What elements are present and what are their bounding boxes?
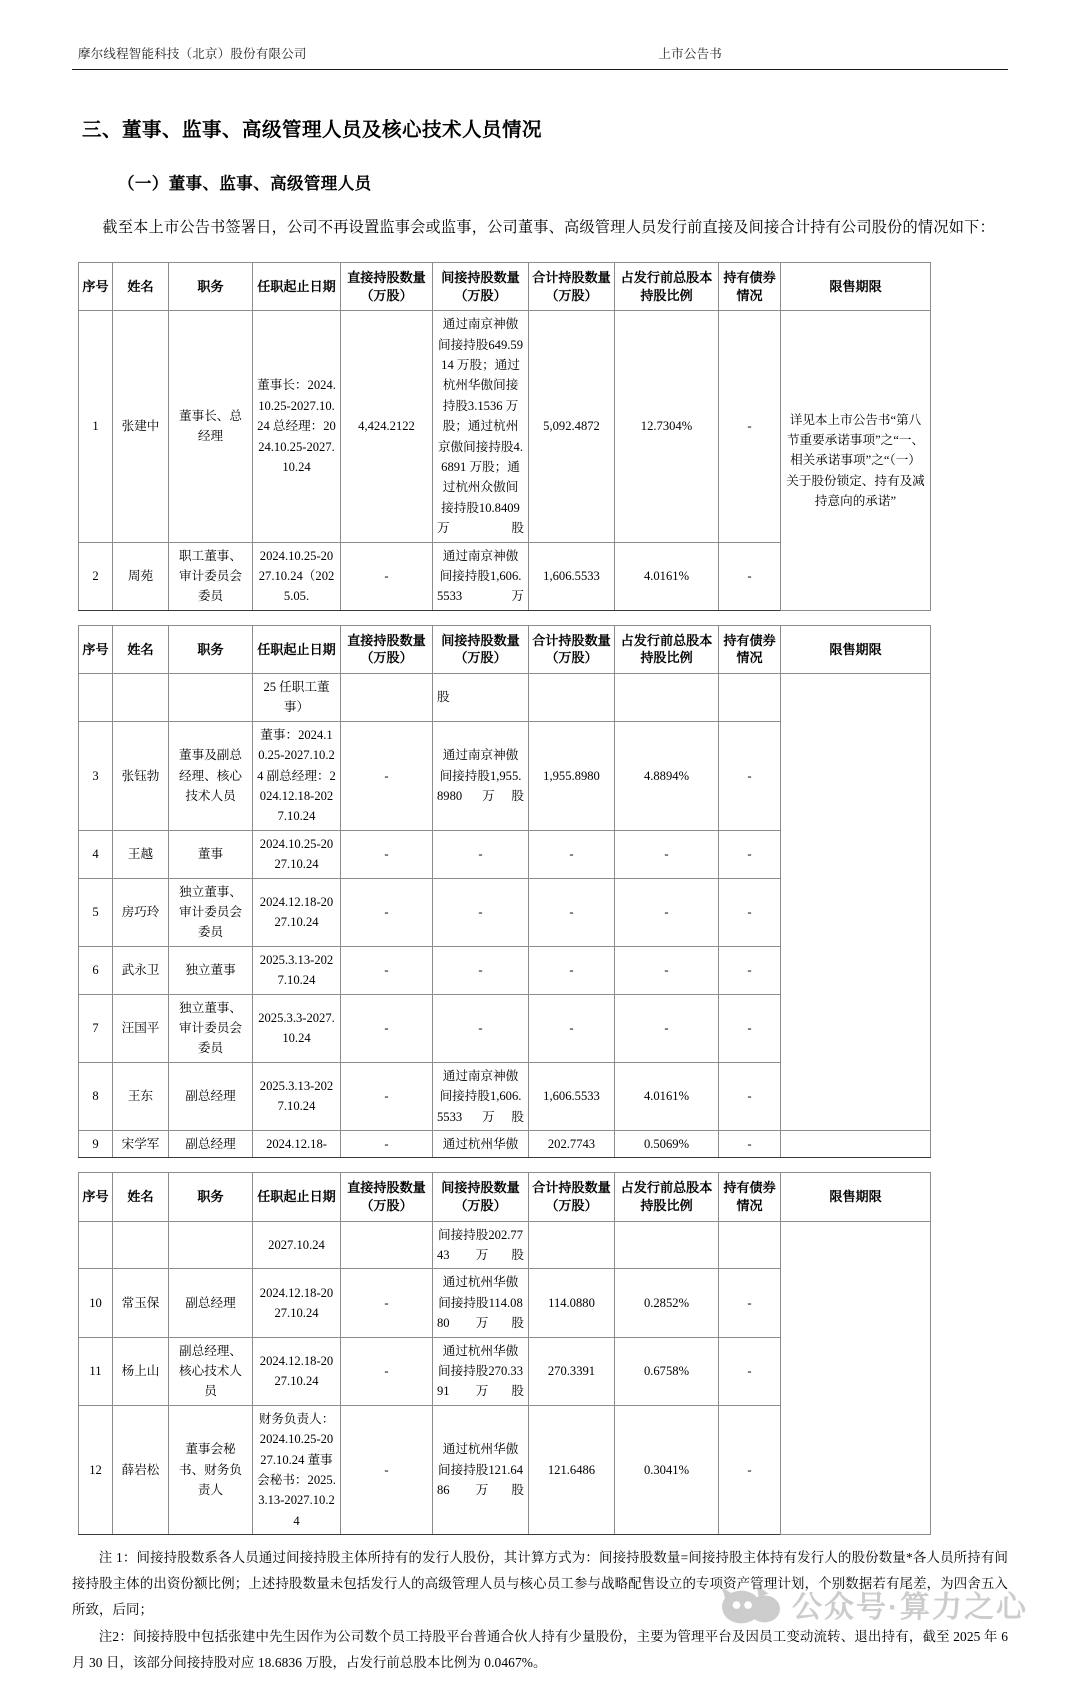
col-header-total: 合计持股数量（万股）: [529, 262, 615, 310]
cell-indirect-shares: -: [433, 878, 529, 946]
cell-name: 杨上山: [113, 1337, 169, 1405]
cell-name: 王东: [113, 1062, 169, 1130]
cell-post: 副总经理: [169, 1062, 253, 1130]
cell-total-shares: 5,092.4872: [529, 311, 615, 542]
cell-total-shares: [529, 1221, 615, 1269]
cell-total-shares: -: [529, 994, 615, 1062]
cell-post: 独立董事、审计委员会委员: [169, 878, 253, 946]
cell-date: 董事：2024.10.25-2027.10.24 副总经理：2024.12.18-2027.10.24: [253, 721, 341, 830]
cell-indirect-shares: 通过南京神傲间接持股1,606.5533 万: [433, 542, 529, 610]
cell-total-shares: 121.6486: [529, 1405, 615, 1534]
cell-no: 4: [79, 830, 113, 878]
col-header-percent: 占发行前总股本持股比例: [615, 625, 719, 673]
cell-no: 12: [79, 1405, 113, 1534]
header-doc-type: 上市公告书: [658, 47, 722, 61]
cell-name: 房巧玲: [113, 878, 169, 946]
cell-date: 2024.10.25-2027.10.24（2025.05.: [253, 542, 341, 610]
holders-table-1: [78, 262, 931, 611]
cell-total-shares: 270.3391: [529, 1337, 615, 1405]
section-title: 三、董事、监事、高级管理人员及核心技术人员情况: [82, 119, 543, 141]
cell-bond: -: [719, 542, 781, 610]
cell-post: 董事: [169, 830, 253, 878]
cell-post: 独立董事、审计委员会委员: [169, 994, 253, 1062]
col-header-direct: 直接持股数量（万股）: [341, 262, 433, 310]
cell-percent: 0.2852%: [615, 1269, 719, 1337]
table-header-row: [79, 1173, 931, 1221]
col-header-lockup: 限售期限: [781, 625, 931, 673]
cell-direct-shares: -: [341, 1337, 433, 1405]
cell-date: 2027.10.24: [253, 1221, 341, 1269]
cell-bond: -: [719, 1269, 781, 1337]
cell-indirect-shares: -: [433, 994, 529, 1062]
cell-post: 副总经理: [169, 1269, 253, 1337]
holders-table-2: [78, 625, 931, 1159]
cell-direct-shares: -: [341, 542, 433, 610]
cell-no: 5: [79, 878, 113, 946]
cell-name: 张钰勃: [113, 721, 169, 830]
subsection-title: （一）董事、监事、高级管理人员: [118, 175, 372, 193]
cell-total-shares: 1,606.5533: [529, 542, 615, 610]
cell-lockup: [781, 1221, 931, 1534]
cell-direct-shares: [341, 674, 433, 722]
cell-direct-shares: -: [341, 946, 433, 994]
cell-total-shares: 1,606.5533: [529, 1062, 615, 1130]
cell-percent: 4.0161%: [615, 542, 719, 610]
col-header-post: 职务: [169, 1173, 253, 1221]
cell-no: 2: [79, 542, 113, 610]
cell-lockup: 详见本上市公告书“第八节重要承诺事项”之“一、相关承诺事项”之“（一）关于股份锁定、持有及减持意向的承诺”: [781, 311, 931, 610]
cell-name: 周苑: [113, 542, 169, 610]
col-header-bond: 持有债券情况: [719, 625, 781, 673]
cell-date: 2025.3.13-2027.10.24: [253, 1062, 341, 1130]
cell-total-shares: -: [529, 946, 615, 994]
cell-bond: -: [719, 721, 781, 830]
cell-percent: [615, 674, 719, 722]
cell-post: 董事会秘书、财务负责人: [169, 1405, 253, 1534]
col-header-no: 序号: [79, 625, 113, 673]
cell-no: 10: [79, 1269, 113, 1337]
footnote-1: 注 1：间接持股数系各人员通过间接持股主体所持有的发行人股份，其计算方式为：间接持股数量=间接持股主体持有发行人的股份数量*各人员所持有间接持股主体的出资份额比例；上述持股数量未包括发行人的高级管理人员与核心员工参与战略配售设立的专项资产管理计划，个别数据若有尾差，为四舍五入所致，后同；: [72, 1550, 1008, 1617]
cell-bond: -: [719, 830, 781, 878]
cell-direct-shares: -: [341, 994, 433, 1062]
cell-indirect-shares: 通过南京神傲间接持股649.5914 万股；通过杭州华傲间接持股3.1536 万股；通过杭州京傲间接持股4.6891 万股；通过杭州众傲间接持股10.8409 万股: [433, 311, 529, 542]
cell-no: 9: [79, 1130, 113, 1157]
footnote-2: 注2：间接持股中包括张建中先生因作为公司数个员工持股平台普通合伙人持有少量股份，主要为管理平台及因员工变动流转、退出持有，截至 2025 年 6 月 30 日，该部分间接持股对应 18.6836 万股，占发行前总股本比例为 0.0467%。: [72, 1629, 1008, 1671]
table-row: [79, 311, 931, 542]
cell-bond: -: [719, 946, 781, 994]
cell-direct-shares: -: [341, 1062, 433, 1130]
cell-percent: -: [615, 878, 719, 946]
col-header-lockup: 限售期限: [781, 1173, 931, 1221]
cell-name: 武永卫: [113, 946, 169, 994]
cell-date: 2024.10.25-2027.10.24: [253, 830, 341, 878]
table-header-row: [79, 625, 931, 673]
cell-no: 8: [79, 1062, 113, 1130]
cell-direct-shares: -: [341, 1405, 433, 1534]
cell-no: [79, 1221, 113, 1269]
cell-post: 职工董事、审计委员会委员: [169, 542, 253, 610]
col-header-indirect: 间接持股数量（万股）: [433, 1173, 529, 1221]
cell-bond: [719, 1221, 781, 1269]
cell-total-shares: -: [529, 878, 615, 946]
cell-date: 2024.12.18-2027.10.24: [253, 1269, 341, 1337]
cell-post: [169, 674, 253, 722]
col-header-name: 姓名: [113, 1173, 169, 1221]
cell-percent: [615, 1221, 719, 1269]
cell-direct-shares: -: [341, 1130, 433, 1157]
footnotes: [72, 1545, 1008, 1676]
cell-total-shares: 202.7743: [529, 1130, 615, 1157]
col-header-indirect: 间接持股数量（万股）: [433, 262, 529, 310]
cell-percent: 0.5069%: [615, 1130, 719, 1157]
col-header-bond: 持有债券情况: [719, 1173, 781, 1221]
cell-no: 7: [79, 994, 113, 1062]
cell-direct-shares: -: [341, 1269, 433, 1337]
holders-table-3: [78, 1172, 931, 1535]
header-company-name: 摩尔线程智能科技（北京）股份有限公司: [78, 47, 307, 61]
cell-post: 董事长、总经理: [169, 311, 253, 542]
cell-no: 3: [79, 721, 113, 830]
col-header-percent: 占发行前总股本持股比例: [615, 262, 719, 310]
table-row: [79, 674, 931, 722]
cell-name: 宋学军: [113, 1130, 169, 1157]
col-header-bond: 持有债券情况: [719, 262, 781, 310]
cell-name: 汪国平: [113, 994, 169, 1062]
col-header-no: 序号: [79, 262, 113, 310]
cell-bond: -: [719, 994, 781, 1062]
cell-date: 25 任职工董事）: [253, 674, 341, 722]
col-header-total: 合计持股数量（万股）: [529, 1173, 615, 1221]
cell-post: 副总经理: [169, 1130, 253, 1157]
cell-percent: 4.0161%: [615, 1062, 719, 1130]
table-row: [79, 1130, 931, 1157]
col-header-percent: 占发行前总股本持股比例: [615, 1173, 719, 1221]
cell-name: 薛岩松: [113, 1405, 169, 1534]
cell-bond: -: [719, 1337, 781, 1405]
cell-no: [79, 674, 113, 722]
col-header-name: 姓名: [113, 262, 169, 310]
cell-percent: 0.3041%: [615, 1405, 719, 1534]
cell-name: [113, 1221, 169, 1269]
col-header-date: 任职起止日期: [253, 262, 341, 310]
cell-direct-shares: -: [341, 830, 433, 878]
cell-total-shares: 114.0880: [529, 1269, 615, 1337]
cell-post: 董事及副总经理、核心技术人员: [169, 721, 253, 830]
col-header-post: 职务: [169, 625, 253, 673]
cell-name: [113, 674, 169, 722]
cell-post: 副总经理、核心技术人员: [169, 1337, 253, 1405]
cell-name: 王越: [113, 830, 169, 878]
cell-total-shares: [529, 674, 615, 722]
running-header: [72, 44, 1008, 70]
cell-name: 常玉保: [113, 1269, 169, 1337]
cell-date: 2024.12.18-2027.10.24: [253, 878, 341, 946]
cell-indirect-shares: 通过南京神傲间接持股1,606.5533 万股: [433, 1062, 529, 1130]
cell-indirect-shares: 股: [433, 674, 529, 722]
cell-bond: -: [719, 878, 781, 946]
cell-percent: 0.6758%: [615, 1337, 719, 1405]
cell-percent: 12.7304%: [615, 311, 719, 542]
cell-date: 2025.3.3-2027.10.24: [253, 994, 341, 1062]
cell-total-shares: -: [529, 830, 615, 878]
table-header-row: [79, 262, 931, 310]
cell-indirect-shares: -: [433, 946, 529, 994]
cell-date: 2025.3.13-2027.10.24: [253, 946, 341, 994]
cell-no: 1: [79, 311, 113, 542]
cell-lockup: [781, 674, 931, 1131]
cell-direct-shares: -: [341, 721, 433, 830]
watermark-text: 公众号·算力之心: [792, 1591, 1028, 1624]
cell-bond: [719, 674, 781, 722]
cell-percent: -: [615, 994, 719, 1062]
col-header-name: 姓名: [113, 625, 169, 673]
cell-direct-shares: [341, 1221, 433, 1269]
cell-percent: -: [615, 946, 719, 994]
cell-lockup: [781, 1130, 931, 1157]
col-header-total: 合计持股数量（万股）: [529, 625, 615, 673]
col-header-direct: 直接持股数量（万股）: [341, 625, 433, 673]
col-header-no: 序号: [79, 1173, 113, 1221]
cell-post: 独立董事: [169, 946, 253, 994]
cell-direct-shares: -: [341, 878, 433, 946]
col-header-post: 职务: [169, 262, 253, 310]
cell-indirect-shares: 通过南京神傲间接持股1,955.8980 万股: [433, 721, 529, 830]
col-header-date: 任职起止日期: [253, 1173, 341, 1221]
col-header-indirect: 间接持股数量（万股）: [433, 625, 529, 673]
cell-post: [169, 1221, 253, 1269]
cell-direct-shares: 4,424.2122: [341, 311, 433, 542]
cell-bond: -: [719, 311, 781, 542]
cell-indirect-shares: 通过杭州华傲间接持股114.0880 万股: [433, 1269, 529, 1337]
col-header-lockup: 限售期限: [781, 262, 931, 310]
col-header-direct: 直接持股数量（万股）: [341, 1173, 433, 1221]
col-header-date: 任职起止日期: [253, 625, 341, 673]
cell-no: 6: [79, 946, 113, 994]
cell-percent: -: [615, 830, 719, 878]
cell-indirect-shares: 通过杭州华傲间接持股121.6486 万股: [433, 1405, 529, 1534]
cell-date: 2024.12.18-2027.10.24: [253, 1337, 341, 1405]
table-row: [79, 1221, 931, 1269]
cell-date: 董事长：2024.10.25-2027.10.24 总经理：2024.10.25-2027.10.24: [253, 311, 341, 542]
cell-total-shares: 1,955.8980: [529, 721, 615, 830]
intro-paragraph: 截至本上市公告书签署日，公司不再设置监事会或监事，公司董事、高级管理人员发行前直接及间接合计持有公司股份的情况如下：: [102, 219, 995, 236]
cell-bond: -: [719, 1062, 781, 1130]
cell-bond: -: [719, 1130, 781, 1157]
cell-indirect-shares: 通过杭州华傲: [433, 1130, 529, 1157]
cell-indirect-shares: -: [433, 830, 529, 878]
cell-no: 11: [79, 1337, 113, 1405]
cell-date: 财务负责人：2024.10.25-2027.10.24 董事会秘书：2025.3.13-2027.10.24: [253, 1405, 341, 1534]
cell-percent: 4.8894%: [615, 721, 719, 830]
cell-indirect-shares: 间接持股202.7743 万股: [433, 1221, 529, 1269]
cell-bond: -: [719, 1405, 781, 1534]
cell-name: 张建中: [113, 311, 169, 542]
cell-indirect-shares: 通过杭州华傲间接持股270.3391 万股: [433, 1337, 529, 1405]
cell-date: 2024.12.18-: [253, 1130, 341, 1157]
